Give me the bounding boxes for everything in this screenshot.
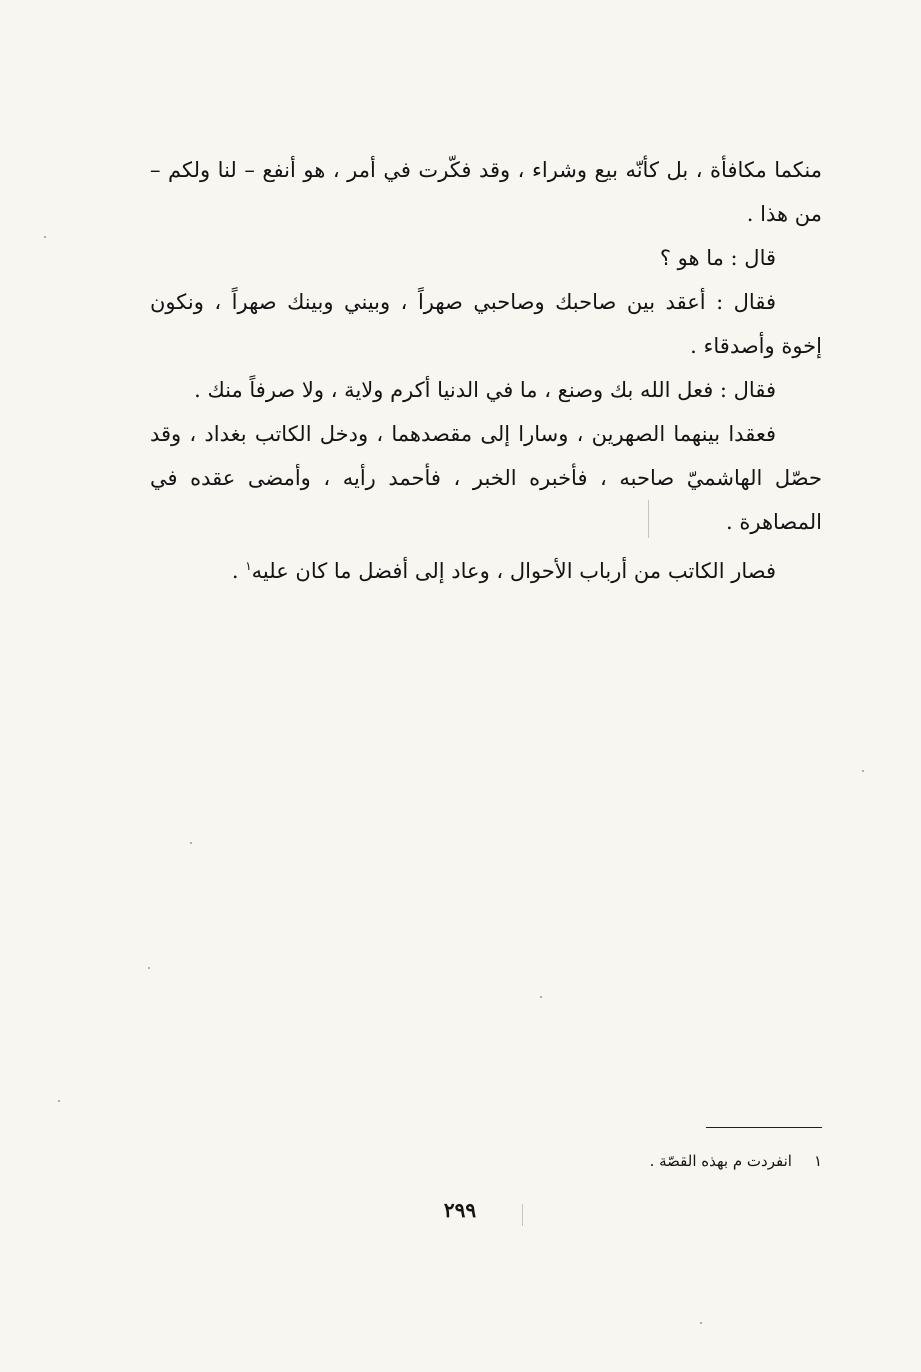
scan-mark [648, 500, 649, 538]
paper-speck [862, 770, 864, 772]
scan-mark [522, 1204, 523, 1226]
paper-speck [44, 236, 46, 238]
footnote [422, 1146, 822, 1176]
paragraph-6-text: فصار الكاتب من أرباب الأحوال ، وعاد إلى أفضل ما كان عليه [251, 559, 776, 583]
paragraph-2: قال : ما هو ؟ [659, 246, 776, 270]
paper-speck [58, 1100, 60, 1102]
footnote-text: انفردت م بهذه القصّة . [649, 1152, 792, 1170]
paragraph-4: فقال : فعل الله بك وصنع ، ما في الدنيا أكرم ولاية ، ولا صرفاً منك . [194, 378, 776, 402]
paragraph-6 [150, 544, 822, 593]
paper-speck [540, 996, 542, 998]
paragraph-5: فعقدا بينهما الصهرين ، وسارا إلى مقصدهما ، ودخل الكاتب بغداد ، وقد حصّل الهاشميّ صاحبه ، فأخبره الخبر ، فأحمد رأيه ، وأمضى عقده في المصاهرة . [150, 422, 822, 534]
paper-speck [148, 967, 150, 969]
main-text [150, 148, 822, 593]
paragraph-3: فقال : أعقد بين صاحبك وصاحبي صهراً ، وبيني وبينك صهراً ، ونكون إخوة وأصدقاء . [150, 290, 822, 358]
footnote-divider [706, 1127, 822, 1128]
paper-speck [190, 842, 192, 844]
footnote-number: ١ [813, 1152, 822, 1170]
footnote-reference: ١ [245, 559, 252, 573]
paragraph-6-end: . [231, 559, 246, 583]
page-number: ٢٩٩ [443, 1198, 477, 1222]
paragraph-1: منكما مكافأة ، بل كأنّه بيع وشراء ، وقد فكّرت في أمر ، هو أنفع – لنا ولكم – من هذا . [150, 158, 822, 226]
paper-speck [700, 1322, 702, 1324]
